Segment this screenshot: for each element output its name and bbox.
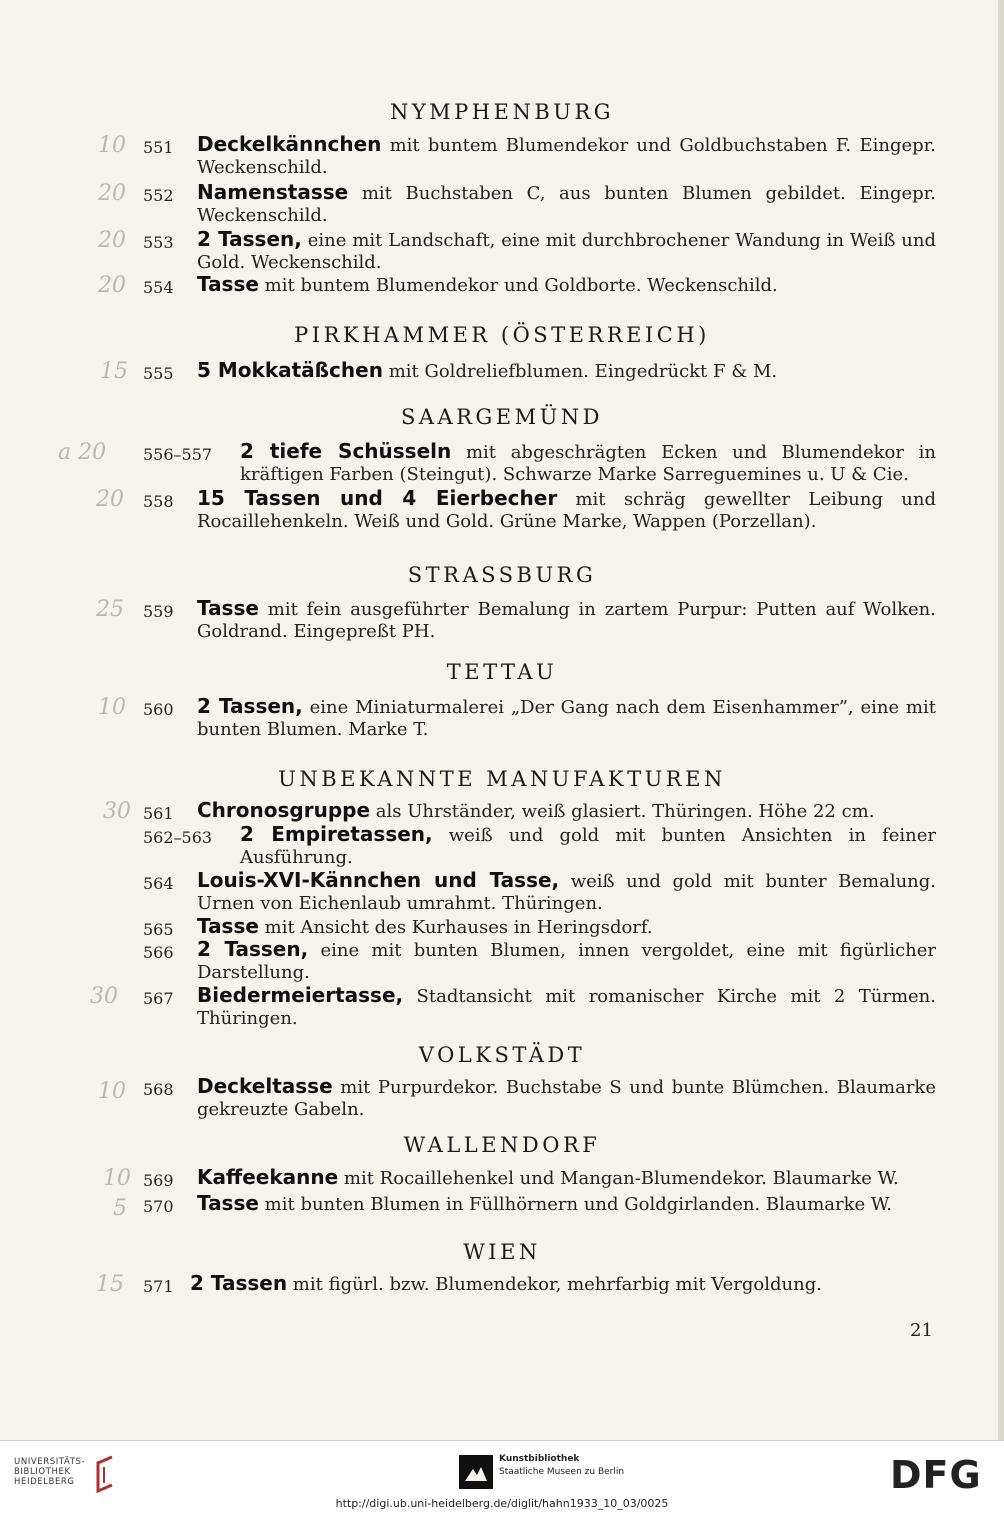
entry-keyword: 5 Mokkatäßchen	[197, 358, 383, 382]
handwritten-price: 25	[96, 597, 124, 622]
kb-title: Kunstbibliothek	[499, 1454, 580, 1464]
section-heading: VOLKSTÄDT	[418, 1043, 586, 1067]
entry-keyword: Namenstasse	[197, 180, 349, 204]
entry-rest: mit bunten Blumen in Füllhörnern und Goldgirlanden. Blaumarke W.	[258, 1194, 892, 1215]
section-heading: NYMPHENBURG	[389, 100, 615, 124]
entry-rest: eine mit bunten Blumen, innen vergoldet, eine mit figürlicher Darstellung.	[197, 940, 937, 983]
section-heading: WALLENDORF	[403, 1133, 601, 1157]
dfg-logo[interactable]: DFG	[890, 1453, 982, 1497]
page-number: 21	[910, 1320, 933, 1341]
entry-keyword: 2 Tassen,	[197, 937, 309, 961]
section-heading: UNBEKANNTE MANUFAKTUREN	[278, 767, 726, 791]
entry-description	[197, 1166, 936, 1190]
handwritten-price: 10	[98, 133, 126, 158]
entry-rest: mit Rocaillehenkel und Mangan-Blumendekor. Blaumarke W.	[338, 1168, 899, 1189]
lot-number: 566	[143, 943, 174, 962]
entry-description	[190, 1272, 936, 1296]
entry-description	[240, 440, 936, 486]
kb-subtitle: Staatliche Museen zu Berlin	[499, 1467, 625, 1477]
entry-keyword: 2 Tassen,	[197, 227, 302, 251]
entry-rest: mit buntem Blumendekor und Goldborte. Weckenschild.	[258, 275, 778, 296]
entry-rest: weiß und gold mit bunten Ansichten in feiner Ausführung.	[240, 825, 936, 868]
lot-number: 565	[143, 920, 174, 939]
entry-description	[197, 181, 936, 227]
entry-description	[197, 915, 936, 939]
handwritten-price: 5	[113, 1196, 127, 1221]
lot-number: 568	[143, 1080, 174, 1099]
entry-keyword: Kaffeekanne	[197, 1165, 339, 1189]
lot-number: 554	[143, 278, 174, 297]
entry-rest: eine Miniaturmalerei „Der Gang nach dem Eisenhammer”, eine mit bunten Blumen. Marke T.	[197, 697, 936, 740]
kunstbibliothek-logo-icon	[459, 1455, 493, 1489]
entry-description	[197, 597, 936, 643]
handwritten-price: 20	[98, 273, 126, 298]
handwritten-price: 20	[98, 181, 126, 206]
lot-number: 569	[143, 1171, 174, 1190]
entry-rest: als Uhrständer, weiß glasiert. Thüringen. Höhe 22 cm.	[370, 801, 875, 822]
catalog-entry	[0, 1075, 1004, 1135]
entry-description	[240, 823, 936, 869]
entry-description	[197, 487, 936, 533]
handwritten-price: 10	[98, 695, 126, 720]
entry-description	[197, 984, 936, 1030]
entry-rest: mit schräg gewellter Leibung und Rocaillehenkeln. Weiß und Gold. Grüne Marke, Wappen (Porzellan).	[197, 489, 936, 532]
entry-rest: mit Purpurdekor. Buchstabe S und bunte Blümchen. Blaumarke gekreuzte Gabeln.	[197, 1077, 936, 1120]
entry-keyword: Biedermeiertasse,	[197, 983, 404, 1007]
entry-rest: mit buntem Blumendekor und Goldbuchstaben F. Eingepr. Weckenschild.	[197, 135, 936, 178]
kunstbibliothek-label[interactable]	[499, 1453, 624, 1479]
permalink-url[interactable]: http://digi.ub.uni-heidelberg.de/diglit/hahn1933_10_03/0025	[335, 1497, 669, 1510]
entry-description	[197, 799, 936, 823]
catalog-entry	[0, 597, 1004, 657]
entry-keyword: Deckeltasse	[197, 1074, 333, 1098]
handwritten-price: 15	[96, 1272, 124, 1297]
handwritten-price: 30	[103, 799, 131, 824]
lot-number: 567	[143, 989, 174, 1008]
lot-number: 560	[143, 700, 174, 719]
entry-keyword: Tasse	[197, 272, 259, 296]
entry-keyword: Tasse	[197, 1191, 259, 1215]
entry-rest: eine mit Landschaft, eine mit durchbrochener Wandung in Weiß und Gold. Weckenschild.	[197, 230, 936, 273]
entry-keyword: Tasse	[197, 914, 259, 938]
library-emblem-icon	[90, 1453, 118, 1495]
catalog-entry	[0, 695, 1004, 755]
lot-number: 564	[143, 874, 174, 893]
entry-description	[197, 1075, 936, 1121]
lot-number: 553	[143, 233, 174, 252]
entry-rest: mit Buchstaben C, aus bunten Blumen gebildet. Eingepr. Weckenschild.	[197, 183, 936, 226]
handwritten-price: 10	[103, 1166, 131, 1191]
uni-logo-line: HEIDELBERG	[14, 1477, 75, 1487]
entry-keyword: 2 Tassen,	[197, 694, 303, 718]
lot-number: 556–557	[143, 445, 213, 464]
entry-rest: Stadtansicht mit romanischer Kirche mit 2 Türmen. Thüringen.	[197, 986, 936, 1029]
lot-number: 562–563	[143, 828, 213, 847]
uni-logo-line: UNIVERSITÄTS-	[14, 1457, 86, 1467]
footer-bar	[0, 1440, 1004, 1513]
section-heading: STRASSBURG	[407, 563, 597, 587]
handwritten-price: a 20	[58, 440, 107, 465]
handwritten-price: 20	[96, 487, 124, 512]
section-heading: WIEN	[463, 1240, 541, 1264]
section-heading: TETTAU	[446, 660, 558, 684]
entry-rest: mit Ansicht des Kurhauses in Heringsdorf.	[258, 917, 653, 938]
entry-rest: mit Goldreliefblumen. Eingedrückt F & M.	[382, 361, 778, 382]
entry-keyword: 2 Empiretassen,	[240, 822, 433, 846]
entry-keyword: Louis-XVI-Kännchen und Tasse,	[197, 868, 560, 892]
lot-number: 552	[143, 186, 174, 205]
entry-description	[197, 133, 936, 179]
entry-rest: mit abgeschrägten Ecken und Blumendekor in kräftigen Farben (Steingut). Schwarze Marke Sarreguemines u. U & Cie.	[240, 442, 936, 485]
lot-number: 571	[143, 1277, 174, 1296]
section-heading: PIRKHAMMER (ÖSTERREICH)	[294, 323, 710, 347]
entry-keyword: Tasse	[197, 596, 259, 620]
lot-number: 555	[143, 364, 174, 383]
lot-number: 559	[143, 602, 174, 621]
lot-number: 570	[143, 1197, 174, 1216]
lot-number: 558	[143, 492, 174, 511]
entry-keyword: 2 tiefe Schüsseln	[240, 439, 452, 463]
handwritten-price: 15	[100, 359, 128, 384]
entry-description	[197, 273, 936, 297]
entry-description	[197, 695, 936, 741]
entry-keyword: 2 Tassen	[190, 1271, 288, 1295]
university-library-logo[interactable]	[14, 1457, 85, 1487]
catalog-entry	[0, 984, 1004, 1044]
lot-number: 551	[143, 138, 174, 157]
section-heading: SAARGEMÜND	[400, 405, 604, 429]
catalog-entry	[0, 1272, 1004, 1332]
entry-description	[197, 1192, 936, 1216]
handwritten-price: 10	[98, 1079, 126, 1104]
entry-description	[197, 228, 936, 274]
entry-rest: mit figürl. bzw. Blumendekor, mehrfarbig mit Vergoldung.	[287, 1274, 822, 1295]
entry-keyword: 15 Tassen und 4 Eierbecher	[197, 486, 558, 510]
lot-number: 561	[143, 804, 174, 823]
entry-description	[197, 359, 936, 383]
catalog-entry	[0, 487, 1004, 547]
entry-rest: weiß und gold mit bunter Bemalung. Urnen von Eichenlaub umrahmt. Thüringen.	[197, 871, 936, 914]
entry-keyword: Deckelkännchen	[197, 132, 382, 156]
entry-keyword: Chronosgruppe	[197, 798, 371, 822]
entry-rest: mit fein ausgeführter Bemalung in zartem Purpur: Putten auf Wolken. Goldrand. Eingepreßt PH.	[197, 599, 936, 642]
entry-description	[197, 938, 936, 984]
entry-description	[197, 869, 936, 915]
handwritten-price: 30	[90, 984, 118, 1009]
handwritten-price: 20	[98, 228, 126, 253]
uni-logo-line: BIBLIOTHEK	[14, 1467, 71, 1477]
